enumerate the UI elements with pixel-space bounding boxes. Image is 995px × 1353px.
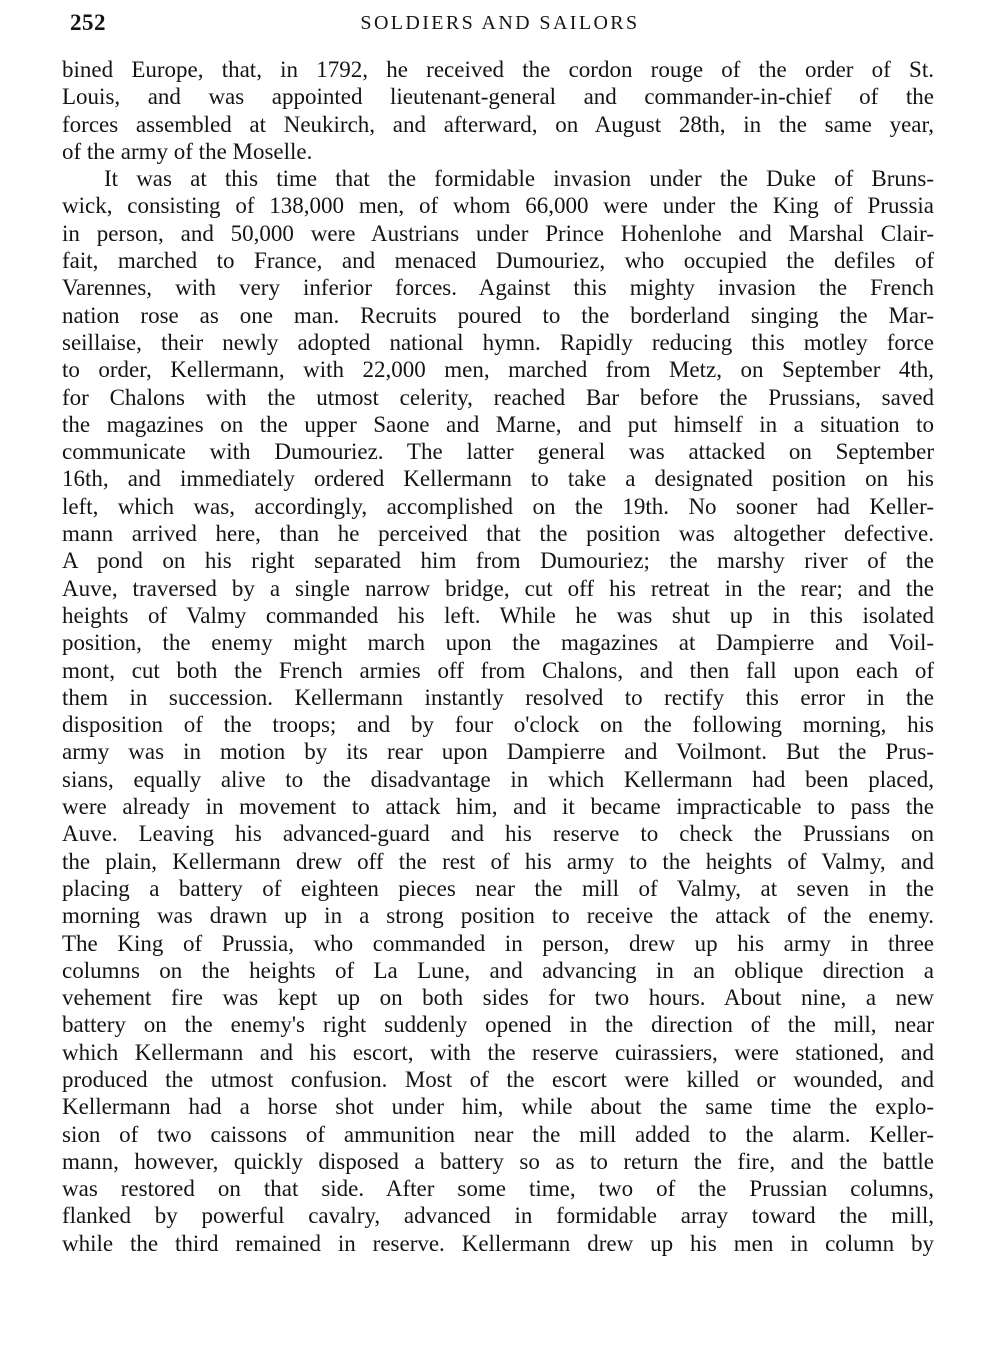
text-line: Kellermann had a horse shot under him, while about the same time the explo- <box>62 1094 934 1120</box>
text-line: Varennes, with very inferior forces. Against this mighty invasion the French <box>62 275 934 301</box>
text-line: to order, Kellermann, with 22,000 men, marched from Metz, on September 4th, <box>62 357 934 383</box>
paragraph-valmy <box>62 165 934 1257</box>
text-line: mann, however, quickly disposed a battery so as to return the fire, and the battle <box>62 1148 934 1174</box>
text-line: bined Europe, that, in 1792, he received the cordon rouge of the order of St. <box>62 57 934 82</box>
text-line: was restored on that side. After some time, two of the Prussian columns, <box>62 1176 934 1202</box>
running-title: SOLDIERS AND SAILORS <box>360 12 640 34</box>
text-line: A pond on his right separated him from Dumouriez; the marshy river of the <box>62 548 934 574</box>
text-line: position, the enemy might march upon the magazines at Dampierre and Voil- <box>62 630 934 656</box>
text-line: nation rose as one man. Recruits poured to the borderland singing the Mar- <box>62 302 934 328</box>
text-line: fait, marched to France, and menaced Dumouriez, who occupied the defiles of <box>62 248 934 274</box>
text-line: were already in movement to attack him, and it became impracticable to pass the <box>62 794 934 820</box>
text-line: sion of two caissons of ammunition near the mill added to the alarm. Keller- <box>62 1121 934 1147</box>
text-line: It was at this time that the formidable invasion under the Duke of Bruns- <box>104 166 934 192</box>
running-head <box>70 10 930 44</box>
text-line: while the third remained in reserve. Kellermann drew up his men in column by <box>62 1230 934 1256</box>
text-line: forces assembled at Neukirch, and afterward, on August 28th, in the same year, <box>62 111 934 137</box>
text-line: produced the utmost confusion. Most of the escort were killed or wounded, and <box>62 1066 934 1092</box>
text-line: army was in motion by its rear upon Dampierre and Voilmont. But the Prus- <box>62 739 934 765</box>
text-line: in person, and 50,000 were Austrians under Prince Hohenlohe and Marshal Clair- <box>62 220 934 246</box>
text-line: disposition of the troops; and by four o'clock on the following morning, his <box>62 712 934 738</box>
text-line: for Chalons with the utmost celerity, reached Bar before the Prussians, saved <box>62 384 934 410</box>
text-line: mont, cut both the French armies off from Chalons, and then fall upon each of <box>62 657 934 683</box>
text-line: Auve. Leaving his advanced-guard and his reserve to check the Prussians on <box>62 821 934 847</box>
text-line: heights of Valmy commanded his left. While he was shut up in this isolated <box>62 602 934 628</box>
text-line: flanked by powerful cavalry, advanced in formidable array toward the mill, <box>62 1203 934 1229</box>
text-line: morning was drawn up in a strong position to receive the attack of the enemy. <box>62 903 934 929</box>
text-line: wick, consisting of 138,000 men, of whom 66,000 were under the King of Prussia <box>62 193 934 219</box>
paragraph-continuation <box>62 56 934 165</box>
text-line: Louis, and was appointed lieutenant-general and commander-in-chief of the <box>62 84 934 110</box>
text-line: sians, equally alive to the disadvantage in which Kellermann had been placed, <box>62 766 934 792</box>
text-line: battery on the enemy's right suddenly opened in the direction of the mill, near <box>62 1012 934 1038</box>
text-line: the plain, Kellermann drew off the rest of his army to the heights of Valmy, and <box>62 848 934 874</box>
text-line: seillaise, their newly adopted national hymn. Rapidly reducing this motley force <box>62 329 934 355</box>
text-line: of the army of the Moselle. <box>62 138 313 164</box>
text-line: communicate with Dumouriez. The latter general was attacked on September <box>62 439 934 465</box>
text-line: which Kellermann and his escort, with the reserve cuirassiers, were stationed, and <box>62 1039 934 1065</box>
page-number: 252 <box>70 10 106 35</box>
text-line: mann arrived here, than he perceived that the position was altogether defective. <box>62 521 934 547</box>
text-line: The King of Prussia, who commanded in person, drew up his army in three <box>62 930 934 956</box>
text-line: placing a battery of eighteen pieces near the mill of Valmy, at seven in the <box>62 875 934 901</box>
text-line: Auve, traversed by a single narrow bridge, cut off his retreat in the rear; and the <box>62 575 934 601</box>
text-line: 16th, and immediately ordered Kellermann to take a designated position on his <box>62 466 934 492</box>
text-line: them in succession. Kellermann instantly resolved to rectify this error in the <box>62 684 934 710</box>
text-line: left, which was, accordingly, accomplished on the 19th. No sooner had Keller- <box>62 493 934 519</box>
body-text <box>62 56 934 1257</box>
text-line: the magazines on the upper Saone and Marne, and put himself in a situation to <box>62 411 934 437</box>
text-line: columns on the heights of La Lune, and advancing in an oblique direction a <box>62 957 934 983</box>
text-line: vehement fire was kept up on both sides for two hours. About nine, a new <box>62 985 934 1011</box>
